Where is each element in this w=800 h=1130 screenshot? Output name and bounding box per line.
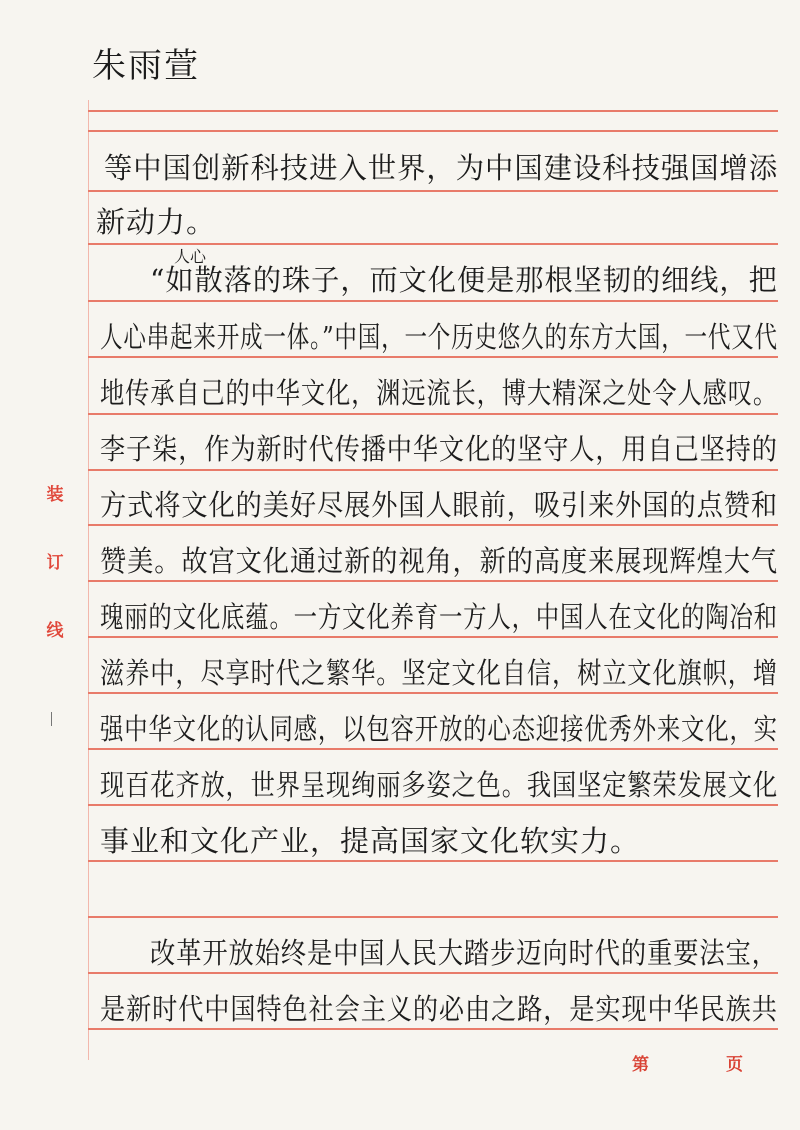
rule-line — [88, 748, 778, 750]
text-line: 等中国创新科技进入世界，为中国建设科技强国增添 — [104, 151, 779, 185]
text-line: 现百花齐放，世界呈现绚丽多姿之色。我国坚定繁荣发展文化 — [100, 768, 778, 802]
rule-line — [88, 972, 778, 974]
text-line: 李子柒，作为新时代传播中华文化的坚守人，用自己坚持的 — [100, 432, 778, 466]
text-line: 是新时代中国特色社会主义的必由之路，是实现中华民族共 — [100, 992, 778, 1026]
rule-line — [88, 916, 778, 918]
binding-char: 装 — [46, 485, 64, 505]
insert-mark: 人心 — [174, 247, 207, 266]
rule-line — [88, 300, 778, 302]
author-name: 朱雨萱 — [92, 46, 200, 86]
binding-char: 线 — [46, 621, 64, 641]
text-line: 瑰丽的文化底蕴。一方文化养育一方人，中国人在文化的陶冶和 — [100, 600, 778, 634]
text-line: 地传承自己的中华文化，渊远流长，博大精深之处令人感叹。 — [100, 376, 778, 410]
rule-line — [88, 413, 778, 415]
rule-line — [88, 130, 778, 132]
rule-line — [88, 580, 778, 582]
rule-line — [88, 356, 778, 358]
text-line: 人心串起来开成一体。”中国，一个历史悠久的东方大国，一代又代 — [100, 320, 778, 354]
rule-line — [88, 469, 778, 471]
text-line: 强中华文化的认同感，以包容开放的心态迎接优秀外来文化，实 — [100, 712, 778, 746]
rule-line — [88, 804, 778, 806]
rule-line — [88, 110, 778, 112]
footer-page-prefix: 第 — [632, 1055, 649, 1075]
rule-line — [88, 190, 778, 192]
rule-line — [88, 524, 778, 526]
text-line: 赞美。故宫文化通过新的视角，新的高度来展现辉煌大气 — [100, 544, 779, 578]
text-line: “如散落的珠子，而文化便是那根坚韧的细线，把 — [150, 263, 778, 297]
footer-page-suffix: 页 — [726, 1055, 743, 1075]
text-line: 改革开放始终是中国人民大踏步迈向时代的重要法宝， — [150, 936, 778, 970]
rule-line — [88, 1028, 778, 1030]
text-line: 新动力。 — [96, 205, 217, 239]
text-line: 方式将文化的美好尽展外国人眼前，吸引来外国的点赞和 — [100, 488, 779, 522]
text-line: 事业和文化产业，提高国家文化软实力。 — [100, 824, 641, 858]
binding-mark — [51, 712, 56, 726]
rule-line — [88, 692, 778, 694]
rule-line — [88, 636, 778, 638]
binding-char: 订 — [46, 553, 64, 573]
rule-line — [88, 860, 778, 862]
text-line: 滋养中，尽享时代之繁华。坚定文化自信，树立文化旗帜，增 — [100, 656, 778, 690]
